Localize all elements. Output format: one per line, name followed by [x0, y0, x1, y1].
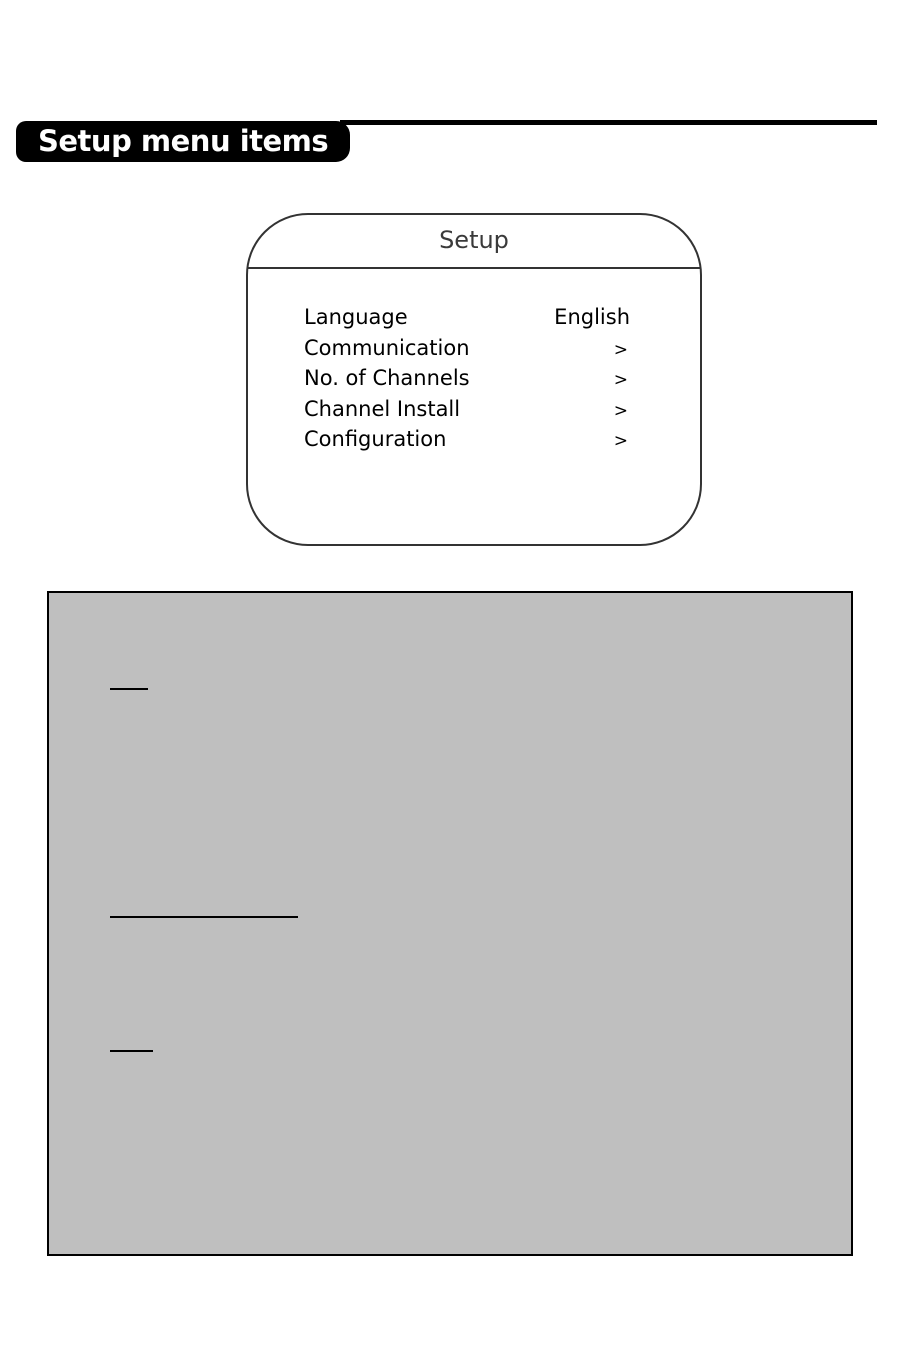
menu-item-no-of-channels[interactable]: [304, 366, 630, 397]
submenu-arrow-icon: >: [613, 400, 628, 421]
setup-menu-panel: [246, 213, 702, 546]
section-header: [16, 121, 350, 162]
menu-item-label: Channel Install: [304, 396, 461, 421]
menu-item-language[interactable]: [304, 305, 630, 336]
info-panel: [47, 591, 853, 1256]
menu-item-label: No. of Channels: [304, 366, 470, 390]
section-title: Setup menu items: [38, 124, 329, 158]
menu-item-configuration[interactable]: [304, 427, 630, 458]
underline-marker: [110, 916, 298, 918]
menu-item-channel-install[interactable]: [304, 397, 630, 428]
menu-item-value: English: [554, 305, 630, 329]
setup-menu-divider: [248, 267, 700, 269]
menu-item-label: Communication: [304, 335, 470, 360]
setup-menu-title: Setup: [439, 226, 509, 254]
submenu-arrow-icon: >: [613, 370, 628, 390]
submenu-arrow-icon: >: [613, 339, 628, 360]
menu-item-label: Configuration: [304, 427, 447, 451]
menu-item-communication[interactable]: [304, 336, 630, 367]
underline-marker: [110, 1050, 153, 1052]
submenu-arrow-icon: >: [613, 431, 628, 451]
setup-menu-list: [304, 305, 630, 458]
underline-marker: [110, 688, 148, 690]
section-header-rule: [340, 120, 877, 125]
menu-item-label: Language: [304, 305, 408, 329]
